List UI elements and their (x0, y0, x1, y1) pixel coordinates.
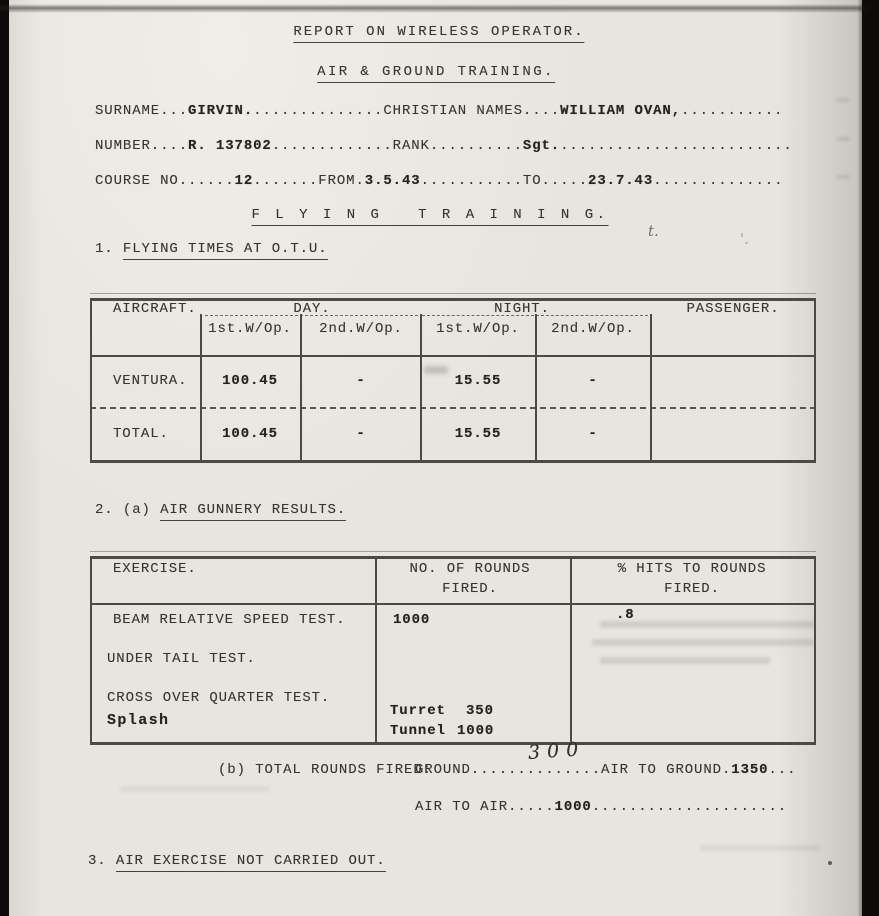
doc-subtitle-text: AIR & GROUND TRAINING. (317, 64, 555, 83)
scan-edge-right (857, 0, 879, 916)
total-day-1st: 100.45 (222, 426, 278, 442)
air-to-air-line (415, 799, 787, 815)
air-to-air-label: AIR TO AIR..... (415, 799, 555, 815)
section1-title: FLYING TIMES AT O.T.U. (123, 241, 328, 260)
number-line (95, 138, 793, 154)
table-border (90, 551, 816, 552)
scan-top-shadow (0, 4, 879, 13)
table-border (90, 742, 816, 745)
total-night-2nd: - (588, 426, 598, 442)
pen-mark: t. (648, 222, 659, 240)
air-to-ground-value: 1350 (731, 762, 769, 778)
bleed-through-text (600, 621, 815, 628)
col-header-aircraft: AIRCRAFT. (113, 301, 197, 317)
bleed-mark (700, 845, 820, 851)
ventura-night-1st: 15.55 (454, 373, 502, 389)
rank-value: Sgt. (522, 138, 561, 154)
surname-value: GIRVIN. (188, 103, 254, 119)
subcol-night-2nd-wop: 2nd.W/Op. (551, 321, 635, 337)
course-no-value: 12 (234, 173, 254, 189)
table-border (90, 407, 816, 409)
course-line (95, 173, 783, 189)
doc-title-text: REPORT ON WIRELESS OPERATOR. (293, 24, 584, 43)
table-border (420, 314, 422, 462)
table-border (814, 298, 816, 462)
from-value: 3.5.43 (364, 173, 421, 189)
table-border (814, 556, 816, 744)
section2-title: AIR GUNNERY RESULTS. (160, 502, 346, 521)
table-border (90, 293, 816, 294)
doc-subtitle (317, 64, 555, 80)
bleed-mark (120, 786, 270, 792)
section3-number: 3. (88, 853, 116, 869)
dots: ..................... (591, 799, 788, 815)
subcol-day-1st-wop: 1st.W/Op. (208, 321, 292, 337)
table-border (90, 556, 92, 744)
table-border (90, 355, 816, 357)
splash-stamp: Splash (107, 712, 170, 729)
doc-title (293, 24, 584, 40)
rounds-beam-test: 1000 (393, 612, 431, 628)
course-no-label: COURSE NO...... (95, 173, 235, 189)
ventura-day-2nd: - (356, 373, 366, 389)
section3-heading (88, 853, 386, 869)
bleed-through-text (600, 657, 770, 664)
dots: ....... (253, 173, 319, 189)
dots: ......................... (560, 138, 793, 154)
table-border (535, 314, 537, 462)
hits-beam-test: .8 (616, 607, 635, 623)
ground-label: GROUND.............. (415, 762, 602, 778)
section1-heading (95, 241, 328, 257)
dots: .............. (253, 103, 384, 119)
table-border (90, 298, 92, 462)
total-day-2nd: - (356, 426, 366, 442)
col-header-hits-line1: % HITS TO ROUNDS (617, 561, 767, 577)
section1-number: 1. (95, 241, 123, 257)
table-border (200, 314, 202, 462)
total-rounds-fired-label: (b) TOTAL ROUNDS FIRED: (218, 762, 432, 778)
exercise-under-tail: UNDER TAIL TEST. (107, 651, 256, 667)
table-border (650, 314, 652, 462)
tunnel-rounds-value: 1000 (457, 723, 495, 739)
col-header-rounds-line2: FIRED. (442, 581, 498, 597)
ground-air-to-ground-line (415, 762, 796, 778)
tunnel-label: Tunnel (390, 723, 446, 739)
col-header-day: DAY. (293, 301, 331, 317)
col-header-rounds-line1: NO. OF ROUNDS (409, 561, 531, 577)
col-header-hits-line2: FIRED. (664, 581, 720, 597)
bleed-mark (836, 175, 850, 179)
table-row-total-label: TOTAL. (113, 426, 169, 442)
subcol-day-2nd-wop: 2nd.W/Op. (319, 321, 403, 337)
section3-title: AIR EXERCISE NOT CARRIED OUT. (116, 853, 386, 872)
turret-label: Turret (390, 703, 446, 719)
flying-training-heading-text: F L Y I N G T R A I N I N G. (251, 207, 608, 226)
section2-number: 2. (a) (95, 502, 161, 518)
col-header-passenger: PASSENGER. (686, 301, 780, 317)
subcol-night-1st-wop: 1st.W/Op. (436, 321, 520, 337)
table-row-aircraft-name: VENTURA. (113, 373, 188, 389)
christian-names-value: WILLIAM OVAN, (560, 103, 682, 119)
col-header-exercise: EXERCISE. (113, 561, 197, 577)
dots: ... (768, 762, 797, 778)
to-label: TO..... (522, 173, 589, 189)
number-value: R. 137802 (188, 138, 272, 154)
pen-mark: '. (740, 230, 749, 248)
surname-label: SURNAME... (95, 103, 189, 119)
dots: .............. (653, 173, 784, 189)
dots: ............. (271, 138, 393, 154)
christian-names-label: CHRISTIAN NAMES.... (383, 103, 561, 119)
table-border (570, 556, 572, 744)
exercise-cross-over-quarter: CROSS OVER QUARTER TEST. (107, 690, 331, 706)
col-header-night: NIGHT. (494, 301, 550, 317)
air-to-air-value: 1000 (554, 799, 592, 815)
section2-heading (95, 502, 346, 518)
handwritten-ground-value: 300 (527, 738, 586, 764)
turret-rounds-value: 350 (466, 703, 494, 719)
flying-training-heading (251, 207, 608, 223)
total-night-1st: 15.55 (454, 426, 502, 442)
ventura-day-1st: 100.45 (222, 373, 278, 389)
table-border (90, 460, 816, 463)
dots: ........... (681, 103, 784, 119)
ventura-night-2nd: - (588, 373, 598, 389)
ink-speck (828, 861, 832, 865)
rank-label: RANK.......... (392, 138, 523, 154)
air-to-ground-label: AIR TO GROUND. (601, 762, 732, 778)
to-value: 23.7.43 (588, 173, 654, 189)
bleed-mark (836, 137, 850, 141)
bleed-mark (836, 98, 850, 102)
table-border (90, 603, 816, 605)
exercise-beam-relative-speed: BEAM RELATIVE SPEED TEST. (113, 612, 346, 628)
table-border (90, 556, 816, 559)
from-label: FROM. (318, 173, 365, 189)
surname-line (95, 103, 783, 119)
dots: ........... (420, 173, 523, 189)
number-label: NUMBER.... (95, 138, 189, 154)
table-border (375, 556, 377, 744)
table-border (300, 314, 302, 462)
bleed-through-text (592, 639, 814, 646)
smudge (424, 366, 448, 374)
